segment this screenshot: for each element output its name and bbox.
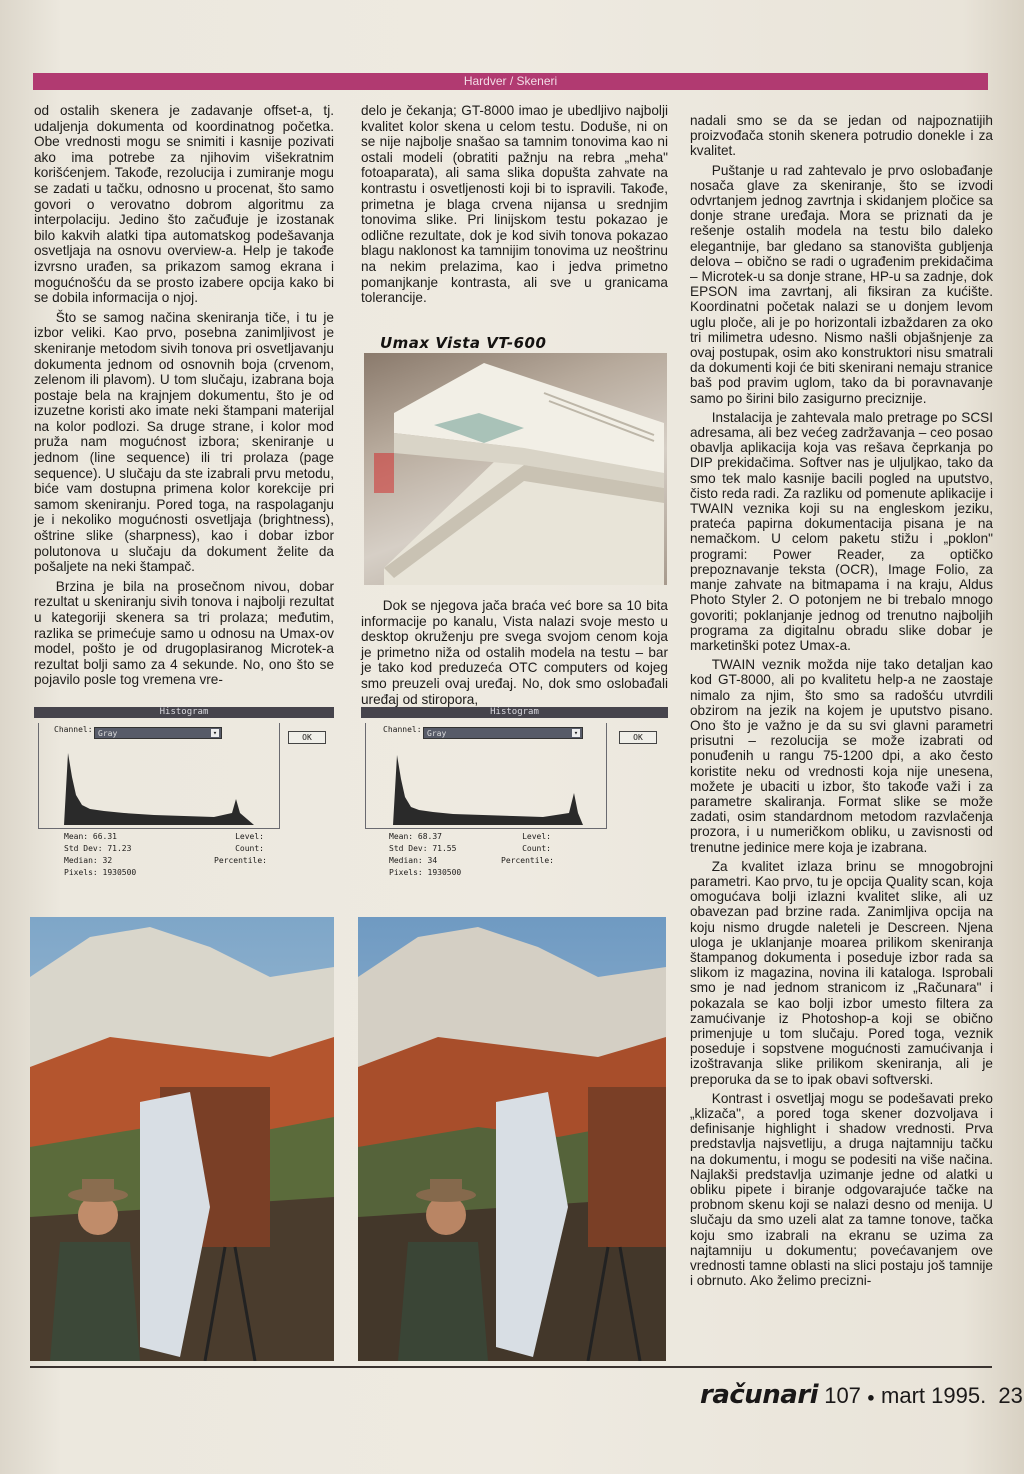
stat-percentile: Percentile:	[501, 856, 554, 865]
paragraph: Dok se njegova jača braća već bore sa 10 bita informacije po kanalu, Vista nalazi svoje mesto u desktop okruženju pre svega svojom cenom koja je primetno niža od ostalih modela na testu – bar je tako kod preduzeća OTC computers od kojeg smo preuzeli ovaj uređaj. No, dok smo oslobađali uređaj od stiropora,	[361, 598, 668, 707]
paragraph: Brzina je bila na prosečnom nivou, dobar rezultat u skeniranju sivih tonova i najbolji rezultat u kategoriji skenera sa tri prolaza; međutim, razlika se primećuje samo u odnosu na Umax-ov model, pošto je od drugoplasiranog Microtek-a rezultat bolji samo za 4 sekunde. No, ono što se pojavilo posle tog vremena vre-	[34, 578, 334, 688]
landscape-illustration	[30, 917, 334, 1361]
channel-value: Gray	[98, 729, 118, 738]
paragraph: Instalacija je zahtevala malo pretrage po SCSI adresama, ali bez većeg zadržavanja – ceo posao obavlja aplikacija koja vas rešava čeprkanja po DIP prekidačima. Softver nas je uljuljkao, tako da smo tek malo kasnije bacili pogled na uputstvo, čisto reda radi. Za razliku od pomenute aplikacije i TWAIN veznika koji su na engleskom jeziku, prateća papirna dokumentacija pisana je na nemačkom. U celom paketu stižu i „poklon" programi: Power Reader, za optičko prepoznavanje teksta (OCR), Image Folio, za manje zahvate na bitmapama i na kraju, Aldus Photo Styler 2. O potonjem ne bi trebalo mnogo govoriti; poklanjanje jednog od trenutno najboljih programa za digitalnu obradu slike dobar je marketinški potez Umax-a.	[690, 409, 993, 653]
stat-median: Median: 32	[64, 856, 113, 865]
column-1	[34, 103, 334, 692]
stat-std-dev: Std Dev: 71.23	[64, 844, 132, 853]
scan-sample-photo-1	[30, 917, 334, 1361]
channel-label: Channel:	[54, 725, 93, 734]
channel-value: Gray	[427, 729, 447, 738]
histogram-titlebar: Histogram	[361, 707, 668, 718]
issue-number: 107	[824, 1383, 861, 1408]
page-footer	[700, 1380, 1023, 1410]
ok-button[interactable]: OK	[288, 731, 326, 744]
magazine-brand: računari	[700, 1380, 819, 1410]
paragraph: delo je čekanja; GT-8000 imao je ubedljivo najbolji kvalitet kolor skena u celom testu. Doduše, ni on se nije najbolje snašao sa tamnim tonovima kao ni ostali modeli (obratiti pažnju na rebra „meha" fotoaparata), ali sama slika dopušta zahvate na kontrastu i osvetljenosti koji bi to ispravili. Takođe, primetna je blaga crvena nijansa u srednjim tonovima slike. Pri linijskom testu pokazao je odlične rezultate, dok je kod sivih tonova pokazao blagu naklonost ka tamnijim tonovima uz neoštrinu na nekim prelazima, kao i jedva primetno pomanjkanje kontrasta, ali sve u granicama tolerancije.	[361, 103, 668, 306]
stat-percentile: Percentile:	[214, 856, 267, 865]
section-header	[33, 73, 988, 90]
stat-std-dev: Std Dev: 71.55	[389, 844, 457, 853]
paragraph: nadali smo se da se jedan od najpoznatijih proizvođača stonih skenera potrudio donekle i za kvalitet.	[690, 113, 993, 159]
column-2-top	[361, 103, 668, 310]
paragraph: Što se samog načina skeniranja tiče, i tu je izbor veliki. Kao prvo, posebna zanimljivost je skeniranje metodom sivih tonova pri osvetljavanju dokumenta jednom od osnovnih boja (crvenom, zelenom ili plavom). U tom slučaju, izabrana boja postaje bela na krajnjem dokumentu, što je od izuzetne koristi ako imate neki štampani materijal na kolor podlozi. Sa druge strane, i kolor mod pruža nam mogućnost izbora; skeniranje u jednom (line sequence) ili tri prolaza (page sequence). U slučaju da ste izabrali prvu metodu, biće vam dostupna primena kolor korekcije pri samom skeniranju. Pored toga, na raspolaganju je i nekoliko mogućnosti osvetljaja (brightness), oštrine slike (sharpness), kao i dobar izbor polutonova u slučaju da dokument želite da pošaljete na neki štampač.	[34, 309, 334, 575]
bullet: ●	[867, 1389, 875, 1405]
histogram-graph	[64, 747, 254, 827]
stat-count: Count:	[235, 844, 264, 853]
histogram-window-1	[34, 707, 334, 889]
page-number: 23	[998, 1383, 1023, 1408]
stat-level: Level:	[522, 832, 551, 841]
paragraph: Puštanje u rad zahtevalo je prvo oslobađanje nosača glave za skeniranje, što se izvodi odvrtanjem jednog zavrtnja i skidanjem pločice sa donje strane uređaja. Mora se priznati da je rešenje ostalih modela na testu bilo daleko elegantnije, bar gledano sa stanovišta gubljenja delova – obično se radi o ugrađenim prekidačima – Microtek-u sa donje strane, HP-u sa zadnje, dok EPSON ima zavrtanj, ali fiksiran za kućište. Koordinatni početak nalazi se u donjem levom uglu ploče, ali je po horizontali izbaždaren za oko tri milimetra udesno. Nismo našli objašnjenje za ovaj postupak, osim ako konstruktori nisu smatrali da dokumenti koji će biti skenirani nemaju stranice baš pod pravim uglom, tako da bi poravnavanje samo po širini bilo zasigurno preciznije.	[690, 162, 993, 406]
stat-pixels: Pixels: 1930500	[389, 868, 462, 877]
stat-mean: Mean: 68.37	[389, 832, 442, 841]
stat-mean: Mean: 66.31	[64, 832, 117, 841]
column-2-bottom	[361, 598, 668, 711]
footer-rule	[30, 1366, 992, 1368]
histogram-stats-left	[389, 831, 461, 879]
channel-select[interactable]	[423, 727, 583, 739]
stat-pixels: Pixels: 1930500	[64, 868, 137, 877]
landscape-illustration	[358, 917, 666, 1361]
histogram-stats-right	[214, 831, 267, 867]
stat-level: Level:	[235, 832, 264, 841]
paragraph: Kontrast i osvetljaj mogu se podešavati preko „klizača", a pored toga skener dozvoljava i definisanje highlight i shadow vrednosti. Prva predstavlja najsvetliju, a druga najtamniju tačku na dokumentu, i mogu se podesiti na više načina. Najlakši predstavlja uzimanje jedne od alatki u obliku pipete i biranje odgovarajuće tačke na probnom skenu koji se nalazi desno od menija. U slučaju da smo uzeli alat za tamne tonove, tačka koju smo izabrali na ekranu se uzima za najtamniju u dokumentu; povećavanjem ove vrednosti tamne oblasti na slici postaju još tamnije i obrnuto. Ako želimo precizni-	[690, 1090, 993, 1289]
product-title: Umax Vista VT-600	[380, 334, 547, 352]
paragraph: Za kvalitet izlaza brinu se mnogobrojni parametri. Kao prvo, tu je opcija Quality scan, koja omogućava bolji izlazni kvalitet slike, ali uz obavezan pad brzine rada. Zanimljiva opcija na koju nismo drugde naleteli je Descreen. Njena uloga je uklanjanje moarea prilikom skeniranja štampanog dokumenta i poseduje izbor rada sa slikom iz magazina, novina ili kataloga. Isprobali smo je nad jednom stranicom iz „Računara" i pokazala se kao bolji izbor umesto filtera za zamućivanje iz Photoshop-a koji se obično primenjuje u tom slučaju. Pored toga, veznik poseduje i sopstvene mogućnosti zamućivanja i izoštravanja slike prilikom skeniranja, ali je preporuka da se to ipak obavi softverski.	[690, 858, 993, 1087]
issue-date: mart 1995.	[881, 1383, 987, 1408]
paragraph: TWAIN veznik možda nije tako detaljan kao kod GT-8000, ali po kvalitetu help-a ne zaostaje nimalo za njim, što smo sa radošću utvrdili obzirom na jezik na kojem je uputstvo pisano. Ono što je važno je da su svi glavni parametri prisutni – rezolucija se može izabrati od ponuđenih u rangu 75-1200 dpi, a ako često koristite neku od vrednosti koja nije unesena, možete je ubaciti u izbor, što takođe važi i za parametre skaliranja. Format slike se može zadati, osim standardnom metodom razvlačenja prozora, i u numeričkom obliku, u zavisnosti od trenutne jedinice mere koja je izabrana.	[690, 657, 993, 855]
section-title: Hardver / Skeneri	[463, 74, 558, 88]
column-3	[690, 113, 993, 1292]
histogram-window-2	[361, 707, 668, 889]
channel-label: Channel:	[383, 725, 422, 734]
channel-select[interactable]	[94, 727, 222, 739]
dropdown-arrow-icon: ▾	[573, 729, 579, 737]
histogram-titlebar: Histogram	[34, 707, 334, 718]
stat-median: Median: 34	[389, 856, 438, 865]
histogram-stats-right	[501, 831, 554, 867]
stat-count: Count:	[522, 844, 551, 853]
ok-button[interactable]: OK	[619, 731, 657, 744]
paragraph: od ostalih skenera je zadavanje offset-a, tj. udaljenja dokumenta od koordinatnog početka. Obe vrednosti mogu se snimiti i kasnije pozivati ako ima potrebe za njihovim višekratnim korišćenjem. Takođe, rezolucija i zumiranje mogu se zadati u tačku, odnosno u procenat, što samo govori o verovatno dobrom algoritmu za interpolaciju. Jedino što začuđuje je izostanak bilo kakvih alatki tipa automatskog podešavanja osvetljaja na osnovu overview-a. Help je takođe izvrsno urađen, sa prikazom samog ekrana i mogućnošću da se prosto izabere opcija kako bi se dobila informacija o njoj.	[34, 103, 334, 306]
scanner-photo	[364, 353, 667, 585]
dropdown-arrow-icon: ▾	[212, 729, 218, 737]
scanner-illustration	[364, 353, 667, 585]
scan-sample-photo-2	[358, 917, 666, 1361]
histogram-stats-left	[64, 831, 136, 879]
histogram-graph	[393, 747, 583, 827]
